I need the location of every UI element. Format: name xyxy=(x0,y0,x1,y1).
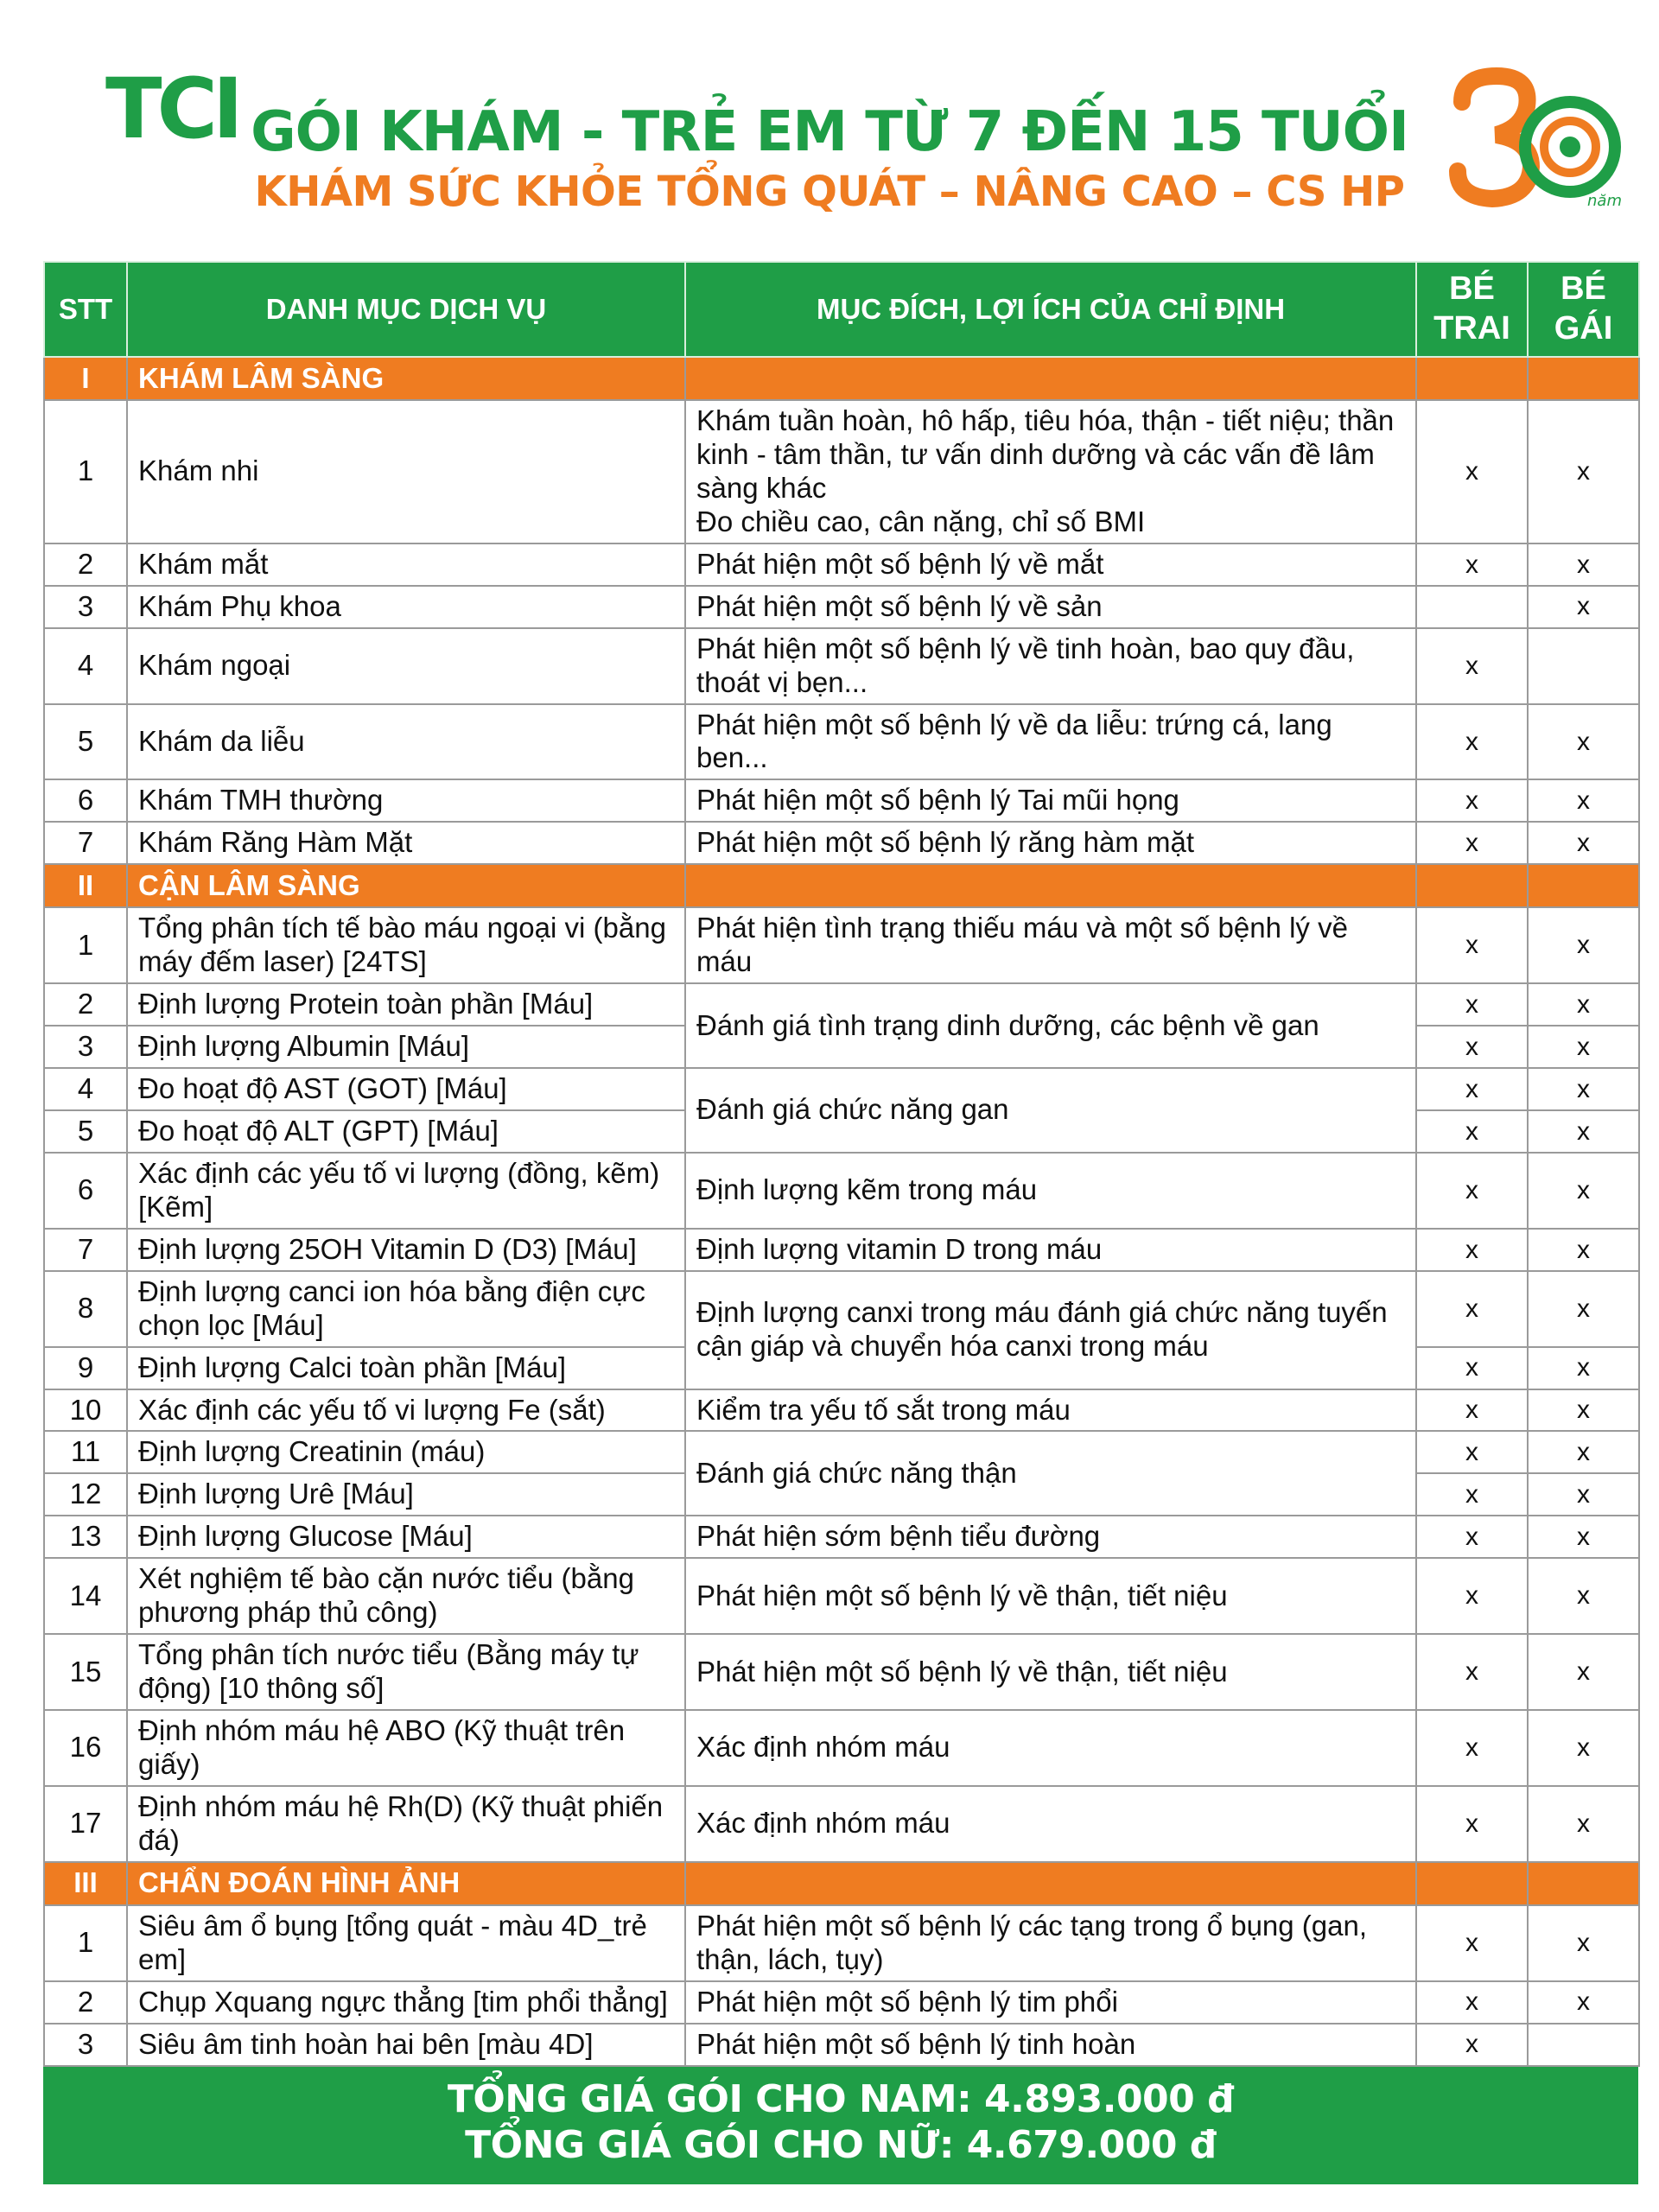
service-name: Định lượng Urê [Máu] xyxy=(127,1473,685,1516)
girl-mark: x xyxy=(1528,1347,1639,1389)
row-number: 14 xyxy=(44,1558,127,1634)
table-row xyxy=(44,1558,1639,1634)
table-row xyxy=(44,779,1639,822)
girl-mark: x xyxy=(1528,400,1639,543)
row-number: 4 xyxy=(44,628,127,704)
boy-mark xyxy=(1416,586,1528,628)
service-table xyxy=(43,261,1640,2067)
female-price: TỔNG GIÁ GÓI CHO NỮ: 4.679.000 đ xyxy=(465,2122,1217,2167)
girl-mark: x xyxy=(1528,1026,1639,1068)
section-filler xyxy=(685,864,1416,907)
row-number: 5 xyxy=(44,1110,127,1153)
girl-mark: x xyxy=(1528,1389,1639,1432)
service-purpose: Định lượng kẽm trong máu xyxy=(685,1153,1416,1229)
section-number: III xyxy=(44,1862,127,1905)
boy-mark: x xyxy=(1416,1271,1528,1347)
boy-mark: x xyxy=(1416,1516,1528,1558)
service-name: Đo hoạt độ ALT (GPT) [Máu] xyxy=(127,1110,685,1153)
table-row xyxy=(44,1271,1639,1347)
boy-mark: x xyxy=(1416,2024,1528,2066)
service-name: Đo hoạt độ AST (GOT) [Máu] xyxy=(127,1068,685,1110)
section-filler xyxy=(1416,864,1528,907)
service-name: Định lượng Calci toàn phần [Máu] xyxy=(127,1347,685,1389)
price-footer xyxy=(43,2067,1638,2184)
col-stt: STT xyxy=(44,262,127,357)
boy-mark: x xyxy=(1416,1229,1528,1271)
section-filler xyxy=(685,1862,1416,1905)
row-number: 1 xyxy=(44,907,127,983)
table-header-row xyxy=(44,262,1639,357)
service-name: Khám Răng Hàm Mặt xyxy=(127,822,685,864)
boy-mark: x xyxy=(1416,822,1528,864)
row-number: 7 xyxy=(44,1229,127,1271)
girl-mark: x xyxy=(1528,1786,1639,1862)
service-name: Khám nhi xyxy=(127,400,685,543)
section-filler xyxy=(1528,1862,1639,1905)
row-number: 2 xyxy=(44,543,127,586)
service-name: Định lượng Glucose [Máu] xyxy=(127,1516,685,1558)
girl-mark: x xyxy=(1528,1229,1639,1271)
service-name: Tổng phân tích tế bào máu ngoại vi (bằng máy đếm laser) [24TS] xyxy=(127,907,685,983)
service-name: Khám mắt xyxy=(127,543,685,586)
row-number: 10 xyxy=(44,1389,127,1432)
section-filler xyxy=(1416,357,1528,400)
service-purpose: Xác định nhóm máu xyxy=(685,1710,1416,1786)
row-number: 3 xyxy=(44,2024,127,2066)
service-purpose: Phát hiện một số bệnh lý về sản xyxy=(685,586,1416,628)
male-price: TỔNG GIÁ GÓI CHO NAM: 4.893.000 đ xyxy=(447,2077,1235,2121)
girl-mark: x xyxy=(1528,779,1639,822)
boy-mark: x xyxy=(1416,1026,1528,1068)
table-row xyxy=(44,1981,1639,2024)
boy-mark: x xyxy=(1416,1389,1528,1432)
service-purpose: Phát hiện một số bệnh lý tinh hoàn xyxy=(685,2024,1416,2066)
service-purpose: Khám tuần hoàn, hô hấp, tiêu hóa, thận - tiết niệu; thần kinh - tâm thần, tư vấn dinh dưỡng và các vấn đề lâm sàng khác Đo chiều cao, cân nặng, chỉ số BMI xyxy=(685,400,1416,543)
service-name: Định lượng Creatinin (máu) xyxy=(127,1431,685,1473)
col-purpose: MỤC ĐÍCH, LỢI ÍCH CỦA CHỈ ĐỊNH xyxy=(685,262,1416,357)
section-title: KHÁM LÂM SÀNG xyxy=(127,357,685,400)
girl-mark: x xyxy=(1528,1473,1639,1516)
section-filler xyxy=(685,357,1416,400)
girl-mark: x xyxy=(1528,907,1639,983)
service-name: Khám da liễu xyxy=(127,704,685,780)
section-row xyxy=(44,1862,1639,1905)
service-purpose: Phát hiện một số bệnh lý Tai mũi họng xyxy=(685,779,1416,822)
row-number: 2 xyxy=(44,1981,127,2024)
girl-mark: x xyxy=(1528,543,1639,586)
service-name: Xác định các yếu tố vi lượng Fe (sắt) xyxy=(127,1389,685,1432)
girl-mark xyxy=(1528,2024,1639,2066)
girl-mark: x xyxy=(1528,1634,1639,1710)
service-purpose: Phát hiện một số bệnh lý về thận, tiết niệu xyxy=(685,1558,1416,1634)
row-number: 16 xyxy=(44,1710,127,1786)
service-purpose: Định lượng vitamin D trong máu xyxy=(685,1229,1416,1271)
boy-mark: x xyxy=(1416,1558,1528,1634)
girl-mark: x xyxy=(1528,704,1639,780)
boy-mark: x xyxy=(1416,1153,1528,1229)
row-number: 4 xyxy=(44,1068,127,1110)
section-title: CẬN LÂM SÀNG xyxy=(127,864,685,907)
service-purpose: Phát hiện một số bệnh lý tim phổi xyxy=(685,1981,1416,2024)
row-number: 1 xyxy=(44,400,127,543)
service-purpose: Phát hiện một số bệnh lý về thận, tiết niệu xyxy=(685,1634,1416,1710)
section-title: CHẨN ĐOÁN HÌNH ẢNH xyxy=(127,1862,685,1905)
service-purpose: Phát hiện một số bệnh lý về tinh hoàn, bao quy đầu, thoát vị bẹn... xyxy=(685,628,1416,704)
boy-mark: x xyxy=(1416,1347,1528,1389)
boy-mark: x xyxy=(1416,779,1528,822)
boy-mark: x xyxy=(1416,907,1528,983)
service-purpose: Đánh giá tình trạng dinh dưỡng, các bệnh về gan xyxy=(685,983,1416,1068)
service-name: Khám TMH thường xyxy=(127,779,685,822)
table-row xyxy=(44,543,1639,586)
row-number: 3 xyxy=(44,1026,127,1068)
service-name: Khám Phụ khoa xyxy=(127,586,685,628)
girl-mark: x xyxy=(1528,1558,1639,1634)
section-filler xyxy=(1416,1862,1528,1905)
row-number: 5 xyxy=(44,704,127,780)
page-subtitle: KHÁM SỨC KHỎE TỔNG QUÁT – NÂNG CAO – CS HP xyxy=(254,168,1405,216)
col-service: DANH MỤC DỊCH VỤ xyxy=(127,262,685,357)
row-number: 1 xyxy=(44,1905,127,1981)
row-number: 9 xyxy=(44,1347,127,1389)
row-number: 2 xyxy=(44,983,127,1026)
boy-mark: x xyxy=(1416,1068,1528,1110)
service-name: Tổng phân tích nước tiểu (Bằng máy tự động) [10 thông số] xyxy=(127,1634,685,1710)
service-name: Định lượng canci ion hóa bằng điện cực chọn lọc [Máu] xyxy=(127,1271,685,1347)
row-number: 11 xyxy=(44,1431,127,1473)
boy-mark: x xyxy=(1416,1431,1528,1473)
girl-mark: x xyxy=(1528,1981,1639,2024)
service-purpose: Định lượng canxi trong máu đánh giá chức năng tuyến cận giáp và chuyển hóa canxi trong máu xyxy=(685,1271,1416,1389)
table-row xyxy=(44,1786,1639,1862)
boy-mark: x xyxy=(1416,1110,1528,1153)
service-purpose: Kiểm tra yếu tố sắt trong máu xyxy=(685,1389,1416,1432)
girl-mark: x xyxy=(1528,1068,1639,1110)
row-number: 13 xyxy=(44,1516,127,1558)
table-row xyxy=(44,1389,1639,1432)
table-row xyxy=(44,628,1639,704)
table-row xyxy=(44,1153,1639,1229)
table-row xyxy=(44,400,1639,543)
boy-mark: x xyxy=(1416,1786,1528,1862)
boy-mark: x xyxy=(1416,628,1528,704)
row-number: 3 xyxy=(44,586,127,628)
girl-mark: x xyxy=(1528,822,1639,864)
girl-mark: x xyxy=(1528,1710,1639,1786)
girl-mark: x xyxy=(1528,586,1639,628)
row-number: 6 xyxy=(44,1153,127,1229)
boy-mark: x xyxy=(1416,543,1528,586)
table-row xyxy=(44,822,1639,864)
service-name: Định lượng Albumin [Máu] xyxy=(127,1026,685,1068)
row-number: 12 xyxy=(44,1473,127,1516)
table-row xyxy=(44,586,1639,628)
girl-mark: x xyxy=(1528,1110,1639,1153)
table-row xyxy=(44,1229,1639,1271)
boy-mark: x xyxy=(1416,1634,1528,1710)
table-row xyxy=(44,1516,1639,1558)
col-boy: BÉ TRAI xyxy=(1416,262,1528,357)
row-number: 8 xyxy=(44,1271,127,1347)
girl-mark: x xyxy=(1528,983,1639,1026)
boy-mark: x xyxy=(1416,400,1528,543)
service-purpose: Phát hiện một số bệnh lý về mắt xyxy=(685,543,1416,586)
row-number: 7 xyxy=(44,822,127,864)
service-name: Định lượng Protein toàn phần [Máu] xyxy=(127,983,685,1026)
table-row xyxy=(44,1905,1639,1981)
table-row xyxy=(44,1710,1639,1786)
service-purpose: Phát hiện tình trạng thiếu máu và một số bệnh lý về máu xyxy=(685,907,1416,983)
girl-mark xyxy=(1528,628,1639,704)
service-name: Định nhóm máu hệ ABO (Kỹ thuật trên giấy) xyxy=(127,1710,685,1786)
boy-mark: x xyxy=(1416,1473,1528,1516)
section-filler xyxy=(1528,864,1639,907)
service-name: Siêu âm ổ bụng [tổng quát - màu 4D_trẻ em] xyxy=(127,1905,685,1981)
col-girl: BÉ GÁI xyxy=(1528,262,1639,357)
girl-mark: x xyxy=(1528,1431,1639,1473)
row-number: 15 xyxy=(44,1634,127,1710)
service-purpose: Phát hiện một số bệnh lý răng hàm mặt xyxy=(685,822,1416,864)
service-purpose: Phát hiện sớm bệnh tiểu đường xyxy=(685,1516,1416,1558)
girl-mark: x xyxy=(1528,1271,1639,1347)
service-purpose: Đánh giá chức năng thận xyxy=(685,1431,1416,1516)
table-row xyxy=(44,2024,1639,2066)
service-name: Siêu âm tinh hoàn hai bên [màu 4D] xyxy=(127,2024,685,2066)
service-name: Chụp Xquang ngực thẳng [tim phổi thẳng] xyxy=(127,1981,685,2024)
table-row xyxy=(44,704,1639,780)
service-name: Định nhóm máu hệ Rh(D) (Kỹ thuật phiến đá) xyxy=(127,1786,685,1862)
section-filler xyxy=(1528,357,1639,400)
service-name: Xác định các yếu tố vi lượng (đồng, kẽm) [Kẽm] xyxy=(127,1153,685,1229)
svg-text:năm: năm xyxy=(1587,192,1622,210)
boy-mark: x xyxy=(1416,1981,1528,2024)
section-row xyxy=(44,357,1639,400)
girl-mark: x xyxy=(1528,1905,1639,1981)
girl-mark: x xyxy=(1528,1153,1639,1229)
row-number: 17 xyxy=(44,1786,127,1862)
table-row xyxy=(44,1068,1639,1110)
table-row xyxy=(44,1634,1639,1710)
service-purpose: Đánh giá chức năng gan xyxy=(685,1068,1416,1153)
service-name: Khám ngoại xyxy=(127,628,685,704)
table-row xyxy=(44,1431,1639,1473)
boy-mark: x xyxy=(1416,1905,1528,1981)
row-number: 6 xyxy=(44,779,127,822)
section-row xyxy=(44,864,1639,907)
boy-mark: x xyxy=(1416,983,1528,1026)
page-title: GÓI KHÁM - TRẺ EM TỪ 7 ĐẾN 15 TUỔI xyxy=(251,100,1408,164)
boy-mark: x xyxy=(1416,1710,1528,1786)
service-purpose: Phát hiện một số bệnh lý về da liễu: trứng cá, lang ben... xyxy=(685,704,1416,780)
service-name: Xét nghiệm tế bào cặn nước tiểu (bằng phương pháp thủ công) xyxy=(127,1558,685,1634)
section-number: I xyxy=(44,357,127,400)
service-purpose: Xác định nhóm máu xyxy=(685,1786,1416,1862)
girl-mark: x xyxy=(1528,1516,1639,1558)
service-purpose: Phát hiện một số bệnh lý các tạng trong ổ bụng (gan, thận, lách, tụy) xyxy=(685,1905,1416,1981)
boy-mark: x xyxy=(1416,704,1528,780)
table-row xyxy=(44,907,1639,983)
section-number: II xyxy=(44,864,127,907)
tci-logo: TCI xyxy=(105,60,238,157)
service-name: Định lượng 25OH Vitamin D (D3) [Máu] xyxy=(127,1229,685,1271)
table-row xyxy=(44,983,1639,1026)
